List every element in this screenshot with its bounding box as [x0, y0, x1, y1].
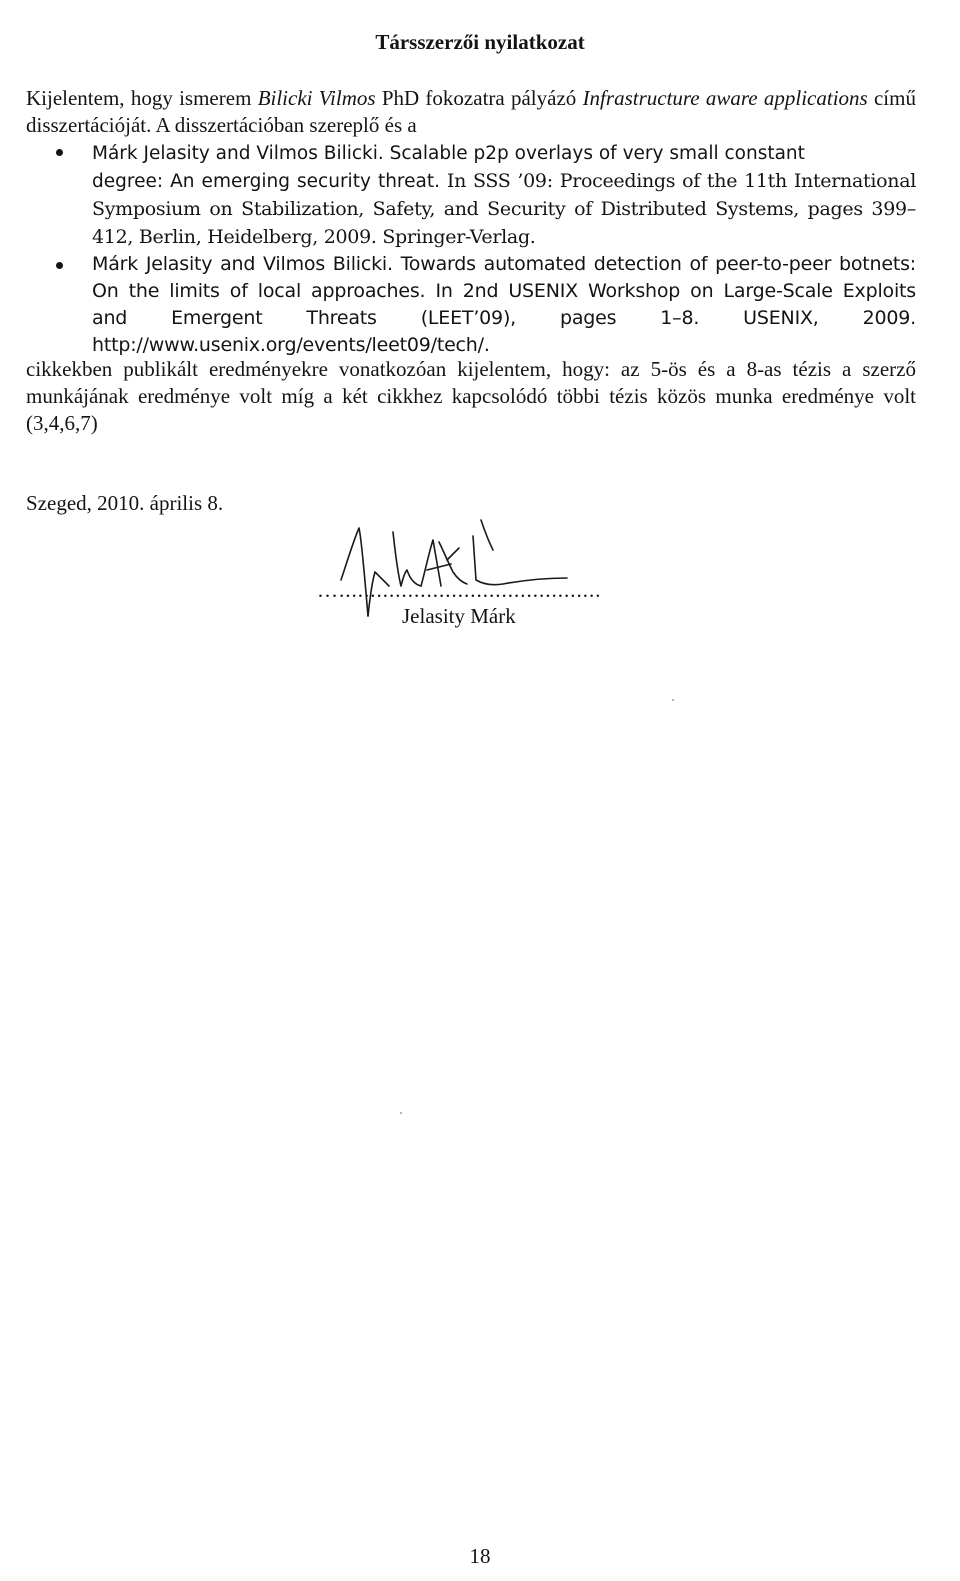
intro-text-3: című disszertációját. A disszertációban szereplő és a [26, 86, 916, 137]
intro-paragraph [26, 85, 916, 139]
bullet-icon [56, 149, 63, 156]
reference-list [26, 139, 916, 359]
candidate-name: Bilicki Vilmos [257, 86, 376, 110]
signature-line: ….......................................... [317, 578, 602, 602]
conclusion-paragraph: cikkekben publikált eredményekre vonatkozóan kijelentem, hogy: az 5-ös és a 8-as tézis a szerző munkájának eredménye volt míg a két cikkhez kapcsolódó többi tézis közös munka eredménye volt (3,4,6,7) [26, 357, 916, 435]
list-item [26, 139, 916, 251]
reference-1-line-2: degree: An emerging security threat. [92, 171, 440, 192]
thesis-title: Infrastructure aware applications [582, 86, 868, 110]
scan-speck [400, 1112, 402, 1114]
reference-1-line-1: Márk Jelasity and Vilmos Bilicki. Scalable p2p overlays of very small constant [92, 143, 805, 164]
page-number: 18 [469, 1544, 491, 1568]
scan-speck [672, 699, 674, 701]
intro-text-1: Kijelentem, hogy ismerem [26, 86, 258, 110]
reference-2-text: Márk Jelasity and Vilmos Bilicki. Towards automated detection of peer-to-peer botnets: On the limits of local approaches. In 2nd USENIX Workshop on Large-Scale Exploits and Emergent Threats (LEET’09), pages 1–8. USENIX, 2009. http://www.usenix.org/events/leet09/tech/. [92, 253, 916, 356]
page-title: Társszerzői nyilatkozat [375, 30, 585, 54]
intro-text-2: PhD fokozatra pályázó [375, 86, 583, 110]
bullet-icon [56, 262, 63, 269]
signer-name: Jelasity Márk [402, 604, 516, 628]
list-item [26, 251, 916, 359]
place-date: Szeged, 2010. április 8. [26, 491, 224, 515]
reference-1-rest: In SSS ’09: Proceedings of the 11th International Symposium on Stabilization, Safety, and Security of Distributed Systems, pages 399–412, Berlin, Heidelberg, 2009. Springer-Verlag. [92, 170, 916, 248]
